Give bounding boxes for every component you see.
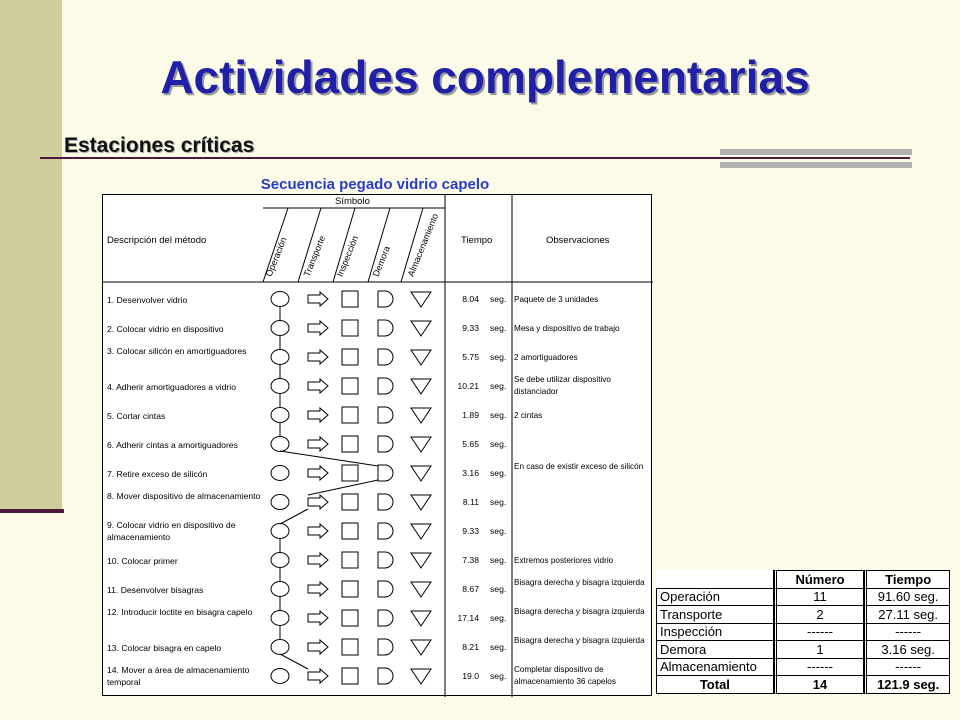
row-unit: seg. bbox=[490, 294, 507, 304]
summary-row-label: Almacenamiento bbox=[656, 659, 774, 677]
row-unit: seg. bbox=[490, 410, 507, 420]
row-description: 1. Desenvolver vidrio bbox=[107, 295, 188, 305]
row-time: 17.14 bbox=[457, 613, 479, 623]
row-unit: seg. bbox=[490, 526, 507, 536]
summary-row bbox=[656, 641, 950, 659]
table-row bbox=[103, 662, 651, 691]
row-unit: seg. bbox=[490, 497, 507, 507]
summary-header-time: Tiempo bbox=[864, 570, 950, 589]
process-chart bbox=[102, 194, 652, 696]
row-description: 13. Colocar bisagra en capelo bbox=[107, 643, 222, 653]
row-observation: Bisagra derecha y bisagra izquierda bbox=[514, 636, 645, 645]
row-observation: En caso de existir exceso de silicón bbox=[514, 462, 644, 471]
summary-row-label: Operación bbox=[656, 589, 774, 607]
table-row bbox=[103, 517, 651, 546]
table-row bbox=[103, 343, 651, 372]
row-unit: seg. bbox=[490, 555, 507, 565]
table-row bbox=[103, 459, 651, 488]
divider-accent-top bbox=[720, 149, 912, 155]
row-observation: Bisagra derecha y bisagra izquierda bbox=[514, 607, 645, 616]
row-unit: seg. bbox=[490, 584, 507, 594]
summary-row-time: ------ bbox=[864, 624, 950, 642]
row-description: 3. Colocar silicón en amortiguadores bbox=[107, 346, 247, 356]
row-description: 14. Mover a área de almacenamiento temporal bbox=[107, 665, 250, 687]
chart-title: Secuencia pegado vidrio capelo bbox=[260, 176, 490, 193]
page-title: Actividades complementarias bbox=[160, 51, 810, 103]
row-unit: seg. bbox=[490, 439, 507, 449]
header-description: Descripción del método bbox=[107, 235, 207, 246]
row-description: 4. Adherir amortiguadores a vidrio bbox=[107, 382, 236, 392]
divider-line bbox=[40, 157, 910, 159]
row-time: 9.33 bbox=[462, 323, 479, 333]
row-description: 11. Desenvolver bisagras bbox=[107, 585, 204, 595]
row-time: 8.04 bbox=[462, 294, 479, 304]
summary-row bbox=[656, 606, 950, 624]
summary-header-number: Número bbox=[774, 570, 865, 589]
symbol-label: Almacenamiento bbox=[405, 212, 441, 278]
table-row bbox=[103, 604, 651, 633]
row-observation: Bisagra derecha y bisagra izquierda bbox=[514, 578, 645, 587]
row-time: 1.89 bbox=[462, 410, 479, 420]
symbol-label: Transporte bbox=[301, 234, 328, 278]
summary-row-time: ------ bbox=[864, 659, 950, 677]
summary-row-label: Inspección bbox=[656, 624, 774, 642]
symbol-label: Demora bbox=[370, 244, 392, 278]
summary-row-label: Transporte bbox=[656, 606, 774, 624]
summary-row-number: 2 bbox=[774, 606, 865, 624]
summary-row-time: 27.11 seg. bbox=[864, 606, 950, 624]
summary-row bbox=[656, 624, 950, 642]
row-time: 10.21 bbox=[457, 381, 479, 391]
table-row bbox=[103, 314, 651, 343]
sidebar-rule bbox=[0, 509, 64, 513]
summary-row bbox=[656, 659, 950, 677]
row-time: 5.75 bbox=[462, 352, 479, 362]
summary-header-row bbox=[656, 570, 950, 589]
table-row bbox=[103, 488, 651, 517]
summary-row-number: 11 bbox=[774, 589, 865, 607]
summary-total-time: 121.9 seg. bbox=[864, 676, 950, 694]
summary-row-time: 3.16 seg. bbox=[864, 641, 950, 659]
row-time: 8.11 bbox=[462, 497, 479, 507]
row-unit: seg. bbox=[490, 323, 507, 333]
summary-row bbox=[656, 589, 950, 607]
row-description: 9. Colocar vidrio en dispositivo de almacenamiento bbox=[107, 520, 236, 542]
row-unit: seg. bbox=[490, 642, 507, 652]
row-observation: Extremos posteriores vidrio bbox=[514, 556, 614, 565]
header-observations: Observaciones bbox=[546, 235, 610, 246]
row-description: 6. Adherir cintas a amortiguadores bbox=[107, 440, 238, 450]
divider-accent-bottom bbox=[720, 162, 912, 168]
row-description: 12. Introducir loctite en bisagra capelo bbox=[107, 607, 253, 617]
row-unit: seg. bbox=[490, 613, 507, 623]
summary-row-number: ------ bbox=[774, 659, 865, 677]
row-description: 10. Colocar primer bbox=[107, 556, 178, 566]
summary-total-number: 14 bbox=[774, 676, 865, 694]
summary-table bbox=[656, 570, 950, 694]
table-row bbox=[103, 401, 651, 430]
row-description: 7. Retire exceso de silicón bbox=[107, 469, 208, 479]
table-row bbox=[103, 546, 651, 575]
row-description: 2. Colocar vidrio en dispositivo bbox=[107, 324, 224, 334]
row-time: 8.67 bbox=[462, 584, 479, 594]
row-description: 8. Mover dispositivo de almacenamiento bbox=[107, 491, 261, 501]
row-unit: seg. bbox=[490, 671, 507, 681]
row-observation: Se debe utilizar dispositivo distanciador bbox=[514, 375, 611, 396]
row-observation: Paquete de 3 unidades bbox=[514, 295, 599, 304]
row-time: 5.65 bbox=[462, 439, 479, 449]
row-time: 19.0 bbox=[462, 671, 479, 681]
table-row bbox=[103, 285, 651, 314]
symbol-label: Inspección bbox=[334, 234, 361, 278]
row-unit: seg. bbox=[490, 381, 507, 391]
table-row bbox=[103, 430, 651, 459]
row-description: 5. Cortar cintas bbox=[107, 411, 166, 421]
row-time: 7.38 bbox=[462, 555, 479, 565]
summary-header-blank bbox=[656, 570, 774, 589]
row-observation: Completar dispositivo de almacenamiento 36 capelos bbox=[514, 665, 616, 686]
summary-row-label: Demora bbox=[656, 641, 774, 659]
row-observation: 2 amortiguadores bbox=[514, 353, 578, 362]
table-row bbox=[103, 372, 651, 401]
summary-row-number: ------ bbox=[774, 624, 865, 642]
summary-total-row bbox=[656, 676, 950, 694]
row-time: 9.33 bbox=[462, 526, 479, 536]
summary-row-number: 1 bbox=[774, 641, 865, 659]
row-time: 3.16 bbox=[462, 468, 479, 478]
summary-total-label: Total bbox=[656, 676, 774, 694]
row-time: 8.21 bbox=[462, 642, 479, 652]
header-time: Tiempo bbox=[461, 235, 493, 246]
table-row bbox=[103, 633, 651, 662]
row-observation: Mesa y dispositivo de trabajo bbox=[514, 324, 620, 333]
table-row bbox=[103, 575, 651, 604]
symbol-label: Operación bbox=[263, 235, 289, 278]
section-subtitle: Estaciones críticas bbox=[64, 134, 255, 157]
row-observation: 2 cintas bbox=[514, 411, 543, 420]
row-unit: seg. bbox=[490, 468, 507, 478]
summary-row-time: 91.60 seg. bbox=[864, 589, 950, 607]
row-unit: seg. bbox=[490, 352, 507, 362]
header-symbol: Símbolo bbox=[335, 196, 370, 207]
